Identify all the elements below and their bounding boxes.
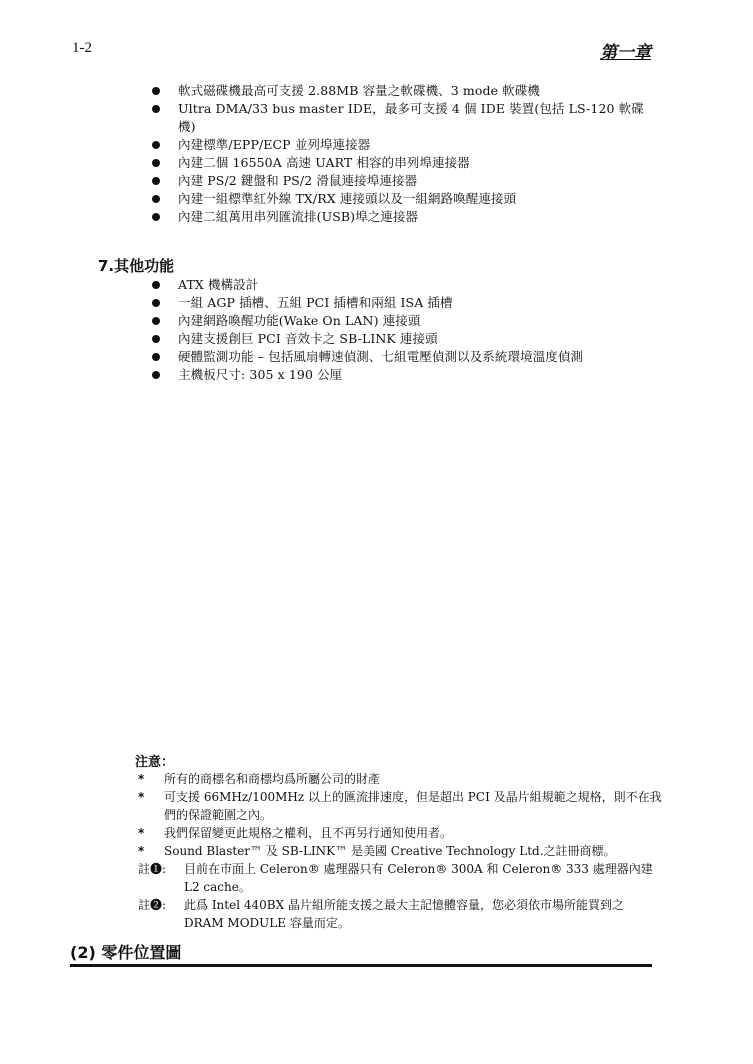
list-item xyxy=(150,348,660,366)
list-item xyxy=(150,276,660,294)
note-text: 所有的商標名和商標均爲所屬公司的財產 xyxy=(164,772,381,786)
footnote-marker: 註❶: xyxy=(138,862,167,876)
list-item-text: 內建支援創巨 PCI 音效卡之 SB-LINK 連接頭 xyxy=(178,331,438,346)
list-item xyxy=(150,154,660,172)
bullet-icon xyxy=(152,177,160,185)
chapter-title: 第一章 xyxy=(600,43,651,63)
note-item xyxy=(138,842,663,860)
footnote-item xyxy=(138,896,663,932)
footnote-item xyxy=(138,860,663,896)
list-item-text: 一組 AGP 插槽、五組 PCI 插槽和兩組 ISA 插槽 xyxy=(178,295,453,310)
list-item xyxy=(150,190,660,208)
section-heading-other-features: 7.其他功能 xyxy=(98,257,175,275)
bullet-icon xyxy=(152,141,160,149)
note-text: Sound Blaster™ 及 SB-LINK™ 是美國 Creative Technology Ltd.之註冊商標。 xyxy=(164,844,616,858)
bullet-icon xyxy=(152,105,160,113)
section-heading-component-layout: (2) 零件位置圖 xyxy=(70,943,182,962)
list-item-text: Ultra DMA/33 bus master IDE，最多可支援 4 個 IDE 裝置(包括 LS-120 軟碟機) xyxy=(178,101,644,134)
io-feature-list xyxy=(150,82,660,226)
footnote-marker: 註❷: xyxy=(138,898,167,912)
bullet-icon xyxy=(152,317,160,325)
note-text: 可支援 66MHz/100MHz 以上的匯流排速度，但是超出 PCI 及晶片組規範之規格，則不在我們的保證範圍之內。 xyxy=(164,790,662,822)
list-item xyxy=(150,366,660,384)
list-item xyxy=(150,208,660,226)
list-item xyxy=(150,312,660,330)
list-item xyxy=(150,330,660,348)
note-marker: * xyxy=(138,772,145,786)
bullet-icon xyxy=(152,353,160,361)
list-item xyxy=(150,82,660,100)
list-item-text: 內建網路喚醒功能(Wake On LAN) 連接頭 xyxy=(178,313,421,328)
list-item-text: 內建 PS/2 鍵盤和 PS/2 滑鼠連接埠連接器 xyxy=(178,173,418,188)
notes-title: 注意： xyxy=(135,755,175,770)
list-item-text: 軟式磁碟機最高可支援 2.88MB 容量之軟碟機、3 mode 軟碟機 xyxy=(178,83,540,98)
note-marker: * xyxy=(138,826,145,840)
list-item xyxy=(150,294,660,312)
list-item xyxy=(150,100,660,136)
notes-list xyxy=(138,770,663,932)
note-item xyxy=(138,824,663,842)
list-item xyxy=(150,172,660,190)
bullet-icon xyxy=(152,281,160,289)
bullet-icon xyxy=(152,195,160,203)
list-item-text: 硬體監測功能 – 包括風扇轉速偵測、七組電壓偵測以及系統環境溫度偵測 xyxy=(178,349,584,364)
bullet-icon xyxy=(152,87,160,95)
list-item-text: ATX 機構設計 xyxy=(178,277,259,292)
bullet-icon xyxy=(152,299,160,307)
note-item xyxy=(138,770,663,788)
list-item xyxy=(150,136,660,154)
list-item-text: 內建標準/EPP/ECP 並列埠連接器 xyxy=(178,137,371,152)
note-marker: * xyxy=(138,844,145,858)
note-text: 我們保留變更此規格之權利，且不再另行通知使用者。 xyxy=(164,826,453,840)
list-item-text: 內建二個 16550A 高速 UART 相容的串列埠連接器 xyxy=(178,155,470,170)
list-item-text: 主機板尺寸: 305 x 190 公厘 xyxy=(178,367,343,382)
list-item-text: 內建二組萬用串列匯流排(USB)埠之連接器 xyxy=(178,209,419,224)
footnote-text: 目前在市面上 Celeron® 處理器只有 Celeron® 300A 和 Celeron® 333 處理器內建 L2 cache。 xyxy=(184,862,653,894)
other-feature-list xyxy=(150,276,660,384)
note-marker: * xyxy=(138,790,145,804)
footnote-text: 此爲 Intel 440BX 晶片組所能支援之最大主記憶體容量，您必須依市場所能買到之 DRAM MODULE 容量而定。 xyxy=(184,898,624,930)
bullet-icon xyxy=(152,335,160,343)
section-divider xyxy=(70,964,652,967)
page-number: 1-2 xyxy=(72,40,92,56)
list-item-text: 內建一組標準紅外線 TX/RX 連接頭以及一組網路喚醒連接頭 xyxy=(178,191,517,206)
bullet-icon xyxy=(152,213,160,221)
bullet-icon xyxy=(152,159,160,167)
note-item xyxy=(138,788,663,824)
bullet-icon xyxy=(152,371,160,379)
